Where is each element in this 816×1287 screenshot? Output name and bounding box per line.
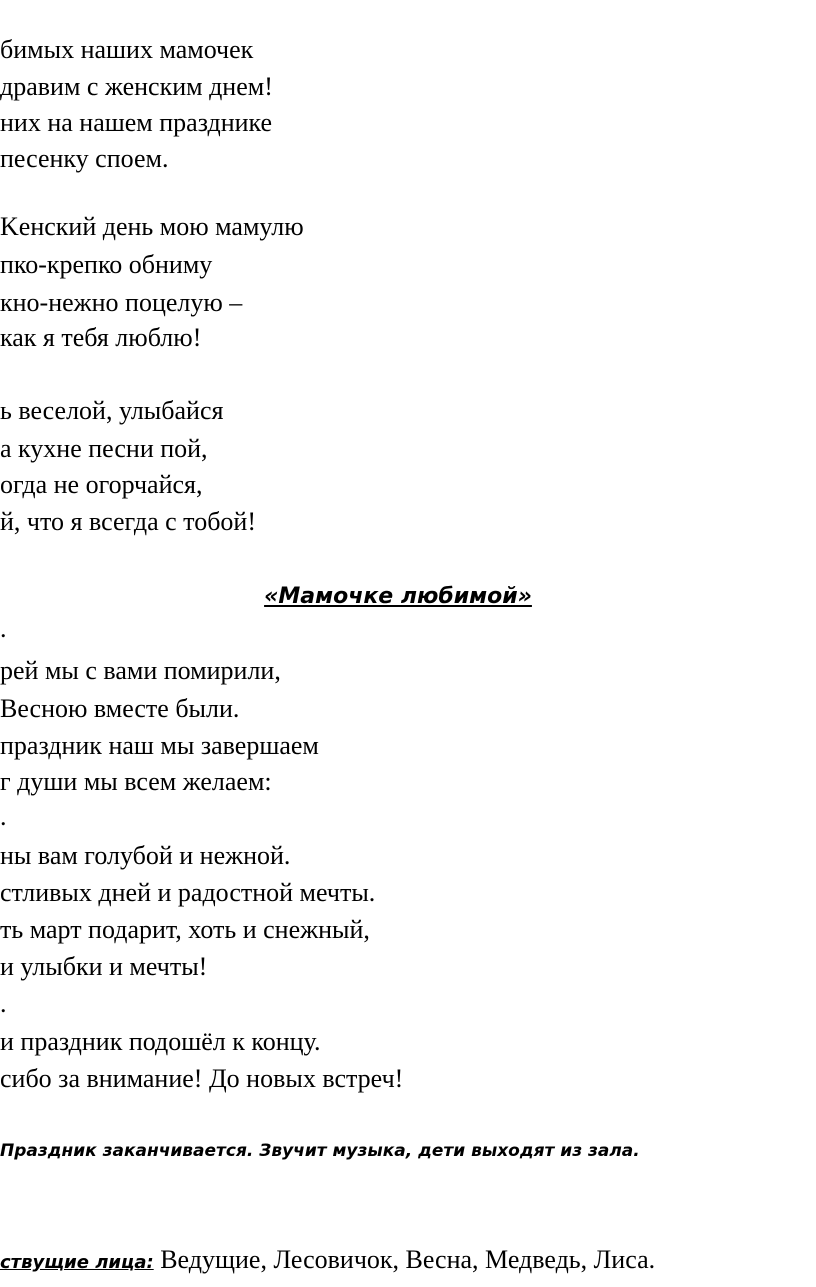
poem-line: ны вам голубой и нежной.	[0, 841, 291, 870]
speaker-marker: .	[0, 989, 7, 1018]
poem-line: них на нашем празднике	[0, 108, 273, 137]
poem-line: а кухне песни пой,	[0, 434, 208, 463]
song-title: «Мамочке любимой»	[264, 584, 532, 609]
poem-line: огда не огорчайся,	[0, 470, 203, 499]
speaker-marker: .	[0, 614, 7, 643]
cast-list	[0, 1245, 655, 1278]
poem-line: Kенский день мою мамулю	[0, 212, 304, 241]
cast-names: Ведущие, Лесовичок, Весна, Медведь, Лиса.	[153, 1245, 656, 1274]
poem-line: ь веселой, улыбайся	[0, 396, 224, 425]
stage-direction: Праздник заканчивается. Звучит музыка, дети выходят из зала.	[0, 1141, 640, 1161]
speaker-marker: .	[0, 802, 7, 831]
poem-line: ть март подарит, хоть и снежный,	[0, 915, 370, 944]
poem-line: как я тебя люблю!	[0, 323, 202, 352]
cast-label: ствущие лица:	[0, 1252, 154, 1273]
poem-line: и праздник подошёл к концу.	[0, 1027, 321, 1056]
poem-line: рей мы с вами помирили,	[0, 656, 281, 685]
poem-line: дравим с женским днем!	[0, 72, 273, 101]
poem-line: стливых дней и радостной мечты.	[0, 878, 376, 907]
poem-line: кно-нежно поцелую –	[0, 288, 243, 317]
poem-line: Весною вместе были.	[0, 694, 240, 723]
poem-line: пко-крепко обниму	[0, 250, 213, 279]
poem-line: праздник наш мы завершаем	[0, 731, 319, 760]
poem-line: сибо за внимание! До новых встреч!	[0, 1064, 404, 1093]
poem-line: песенку споем.	[0, 144, 169, 173]
poem-line: и улыбки и мечты!	[0, 952, 208, 981]
poem-line: г души мы всем желаем:	[0, 767, 272, 796]
poem-line: бимых наших мамочек	[0, 35, 254, 64]
poem-line: й, что я всегда с тобой!	[0, 507, 256, 536]
